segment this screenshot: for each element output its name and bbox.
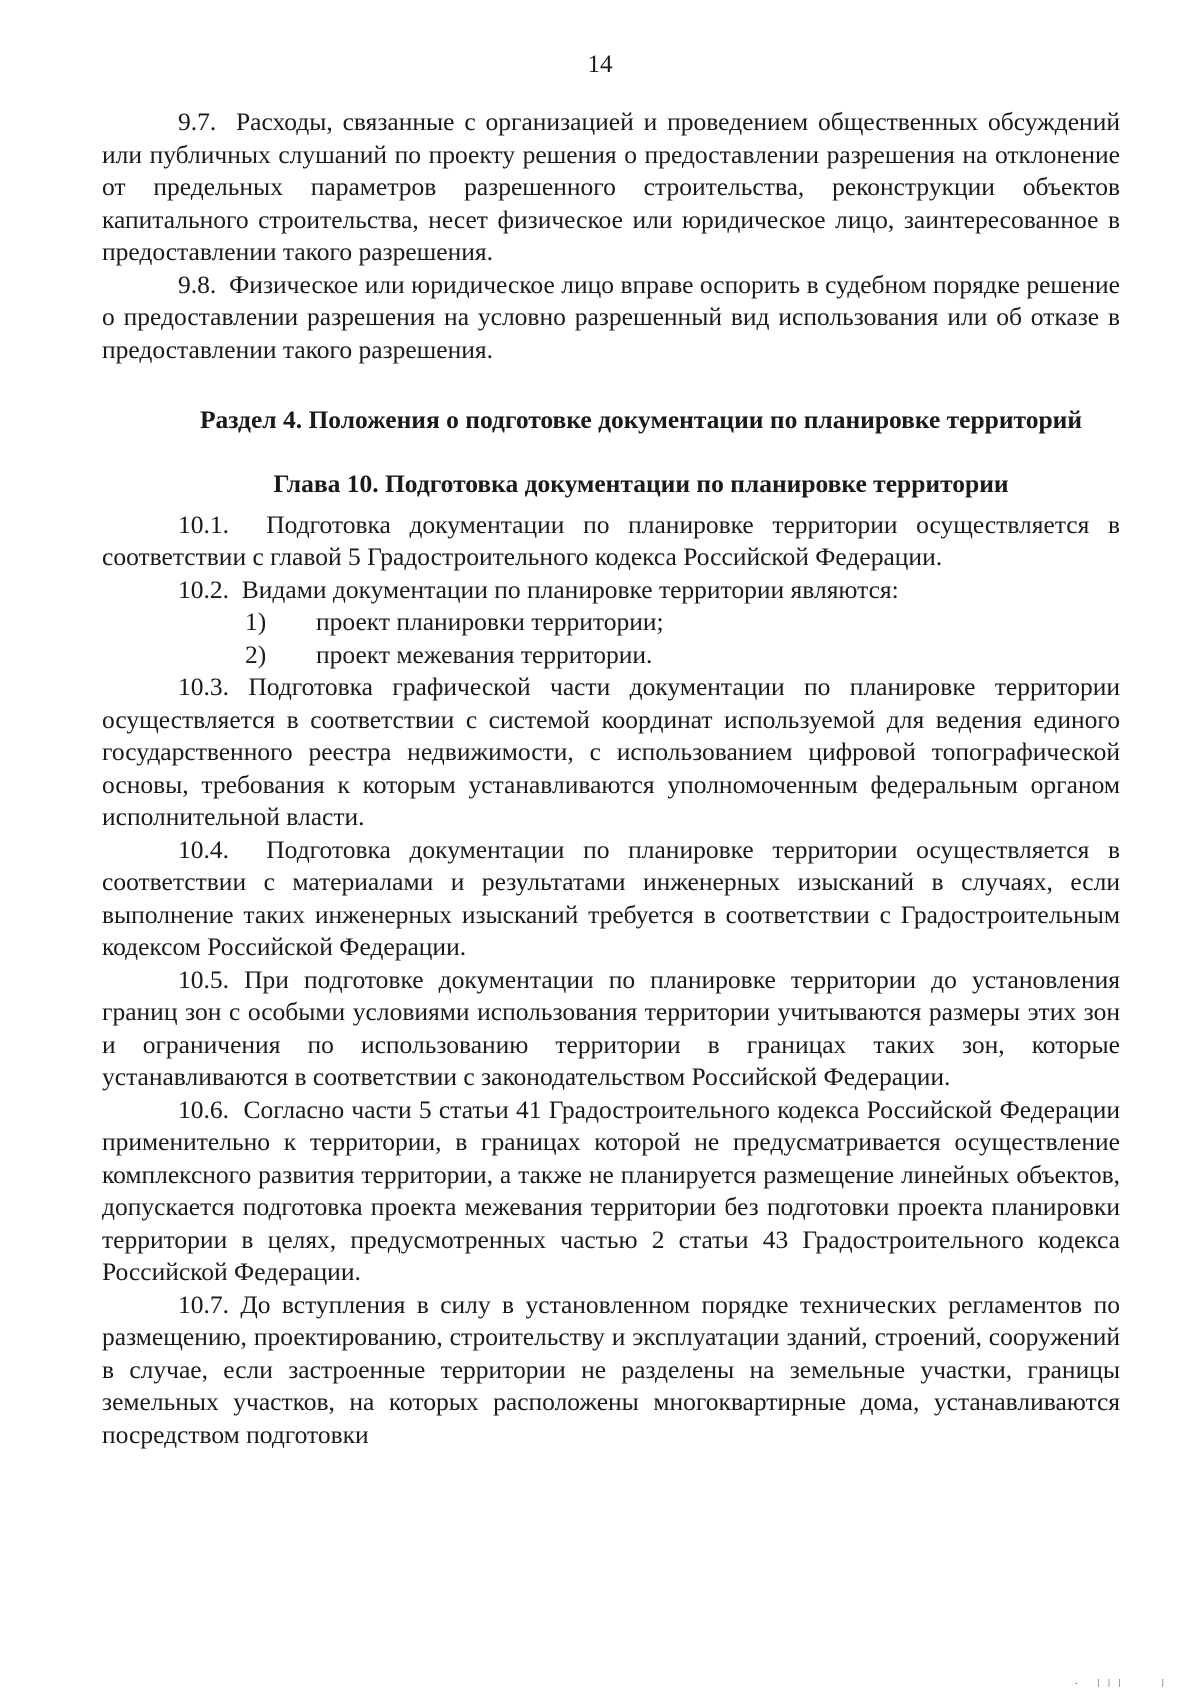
page-number: 14 (587, 51, 613, 78)
paragraph-number: 10.1. (178, 509, 229, 539)
paragraph-text: Расходы, связанные с организацией и проведением общественных обсуждений или публичных слушаний по проекту решения о предоставлении разрешения на отклонение от предельных параметров разрешенного строительства, реконструкции объектов капитального строительства, несет физическое или юридическое лицо, заинтересованное в предоставлении такого разрешения. (102, 107, 1120, 266)
list-item-text: проект межевания территории. (316, 639, 653, 669)
paragraph-number: 9.7. (178, 107, 217, 136)
list-item-number: 2) (245, 639, 267, 669)
paragraph-10-7 (102, 1289, 1120, 1452)
paragraph-number: 10.5. (178, 964, 229, 994)
paragraph-text: Подготовка графической части документации по планировке территории осуществляется в соответствии с системой координат используемой для ведения единого государственного реестра недвижимости, с использованием цифровой топографической основы, требования к которым устанавливаются уполномоченным федеральным органом исполнительной власти. (102, 672, 1120, 831)
section-heading: Раздел 4. Положения о подготовке документации по планировке территорий (199, 405, 1083, 434)
paragraph-10-1 (102, 509, 1120, 574)
scan-artifact: · ǀǀǀ ǀ (1074, 1676, 1172, 1690)
paragraph-number: 9.8. (178, 269, 217, 299)
paragraph-10-2 (102, 574, 1120, 607)
paragraph-text: Подготовка документации по планировке территории осуществляется в соответствии с материалами и результатами инженерных изысканий в случаях, если выполнение таких инженерных изысканий требуется в соответствии с Градостроительным кодексом Российской Федерации. (102, 834, 1120, 961)
paragraph-10-3 (102, 671, 1120, 834)
paragraph-9-7 (102, 106, 1120, 269)
list-item-number: 1) (245, 607, 267, 636)
paragraph-text: Физическое или юридическое лицо вправе оспорить в судебном порядке решение о предоставлении разрешения на условно разрешенный вид использования или об отказе в предоставлении такого разрешения. (102, 269, 1120, 364)
paragraph-10-4 (102, 834, 1120, 964)
paragraph-text: При подготовке документации по планировке территории до установления границ зон с особыми условиями использования территории учитываются размеры этих зон и ограничения по использованию территории в границах таких зон, которые устанавливаются в соответствии с законодательством Российской Федерации. (102, 964, 1120, 1091)
list-item (245, 606, 1120, 639)
paragraph-number: 10.6. (178, 1094, 229, 1124)
paragraph-text: Согласно части 5 статьи 41 Градостроительного кодекса Российской Федерации применительно к территории, в границах которой не предусматривается осуществление комплексного развития территории, а также не планируется размещение линейных объектов, допускается подготовка проекта межевания территории без подготовки проекта планировки территории в целях, предусмотренных частью 2 статьи 43 Градостроительного кодекса Российской Федерации. (102, 1094, 1120, 1286)
paragraph-number: 10.4. (178, 834, 229, 864)
list-item (245, 639, 1120, 672)
paragraph-text: Подготовка документации по планировке территории осуществляется в соответствии с главой 5 Градостроительного кодекса Российской Федерации. (102, 509, 1120, 571)
paragraph-text: Видами документации по планировке территории являются: (241, 574, 899, 604)
paragraph-text: До вступления в силу в установленном порядке технических регламентов по размещению, проектированию, строительству и эксплуатации зданий, строений, сооружений в случае, если застроенные территории не разделены на земельные участки, границы земельных участков, на которых расположены многоквартирные дома, устанавливаются посредством подготовки (102, 1289, 1121, 1449)
list-item-text: проект планировки территории; (316, 607, 664, 636)
chapter-heading: Глава 10. Подготовка документации по планировке территории (273, 469, 1009, 498)
paragraph-number: 10.7. (178, 1289, 229, 1319)
paragraph-10-6 (102, 1094, 1120, 1289)
paragraph-number: 10.3. (178, 672, 229, 701)
paragraph-10-5 (102, 964, 1120, 1094)
paragraph-9-8 (102, 269, 1120, 367)
paragraph-number: 10.2. (178, 574, 229, 604)
document-body (102, 106, 1120, 1451)
